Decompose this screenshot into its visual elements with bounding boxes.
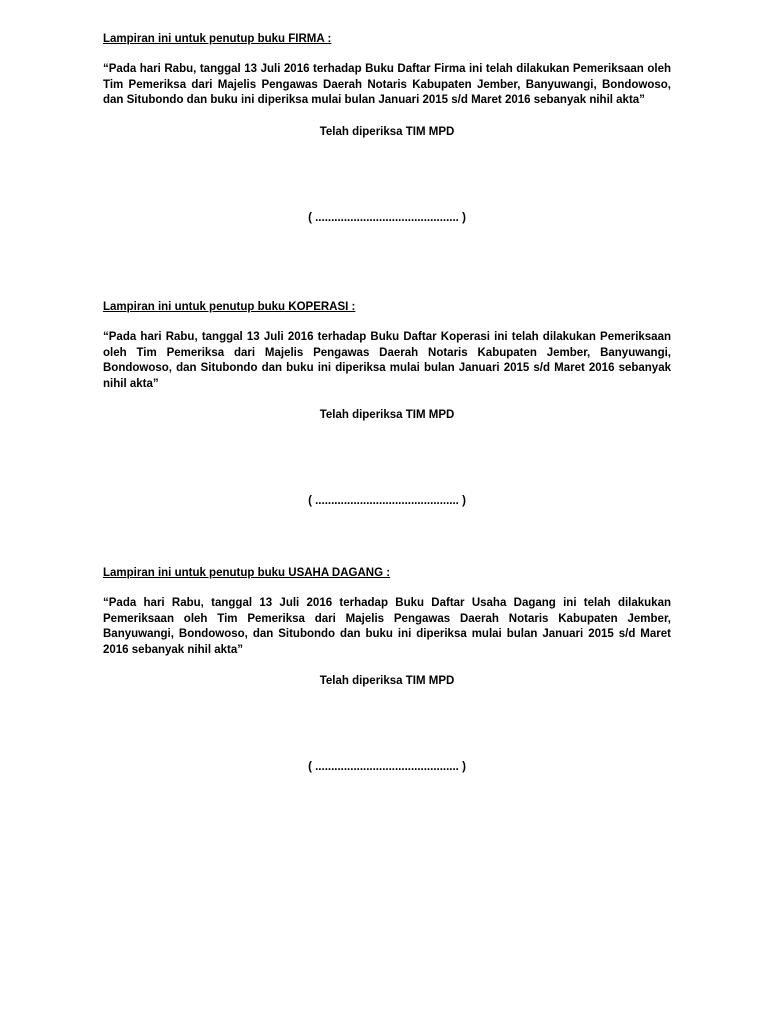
- section-heading: Lampiran ini untuk penutup buku USAHA DAGANG :: [103, 567, 391, 579]
- section-koperasi: [103, 300, 671, 509]
- signature-line: ( ............................................. ): [308, 761, 466, 773]
- signature-line: ( ............................................. ): [308, 211, 466, 224]
- section-heading: Lampiran ini untuk penutup buku KOPERASI :: [103, 301, 356, 313]
- section-statement: “Pada hari Rabu, tanggal 13 Juli 2016 terhadap Buku Daftar Usaha Dagang ini telah dilakukan Pemeriksaan oleh Tim Pemeriksa dari Majelis Pengawas Daerah Notaris Kabupaten Jember, Banyuwangi, Bondowoso, dan Situbondo dan buku ini diperiksa mulai bulan Januari 2015 s/d Maret 2016 sebanyak nihil akta”: [103, 597, 671, 656]
- section-heading: Lampiran ini untuk penutup buku FIRMA :: [103, 33, 332, 45]
- checked-by-label: Telah diperiksa TIM MPD: [319, 675, 455, 687]
- checked-by-label: Telah diperiksa TIM MPD: [319, 409, 455, 421]
- section-statement: “Pada hari Rabu, tanggal 13 Juli 2016 terhadap Buku Daftar Firma ini telah dilakukan Pemeriksaan oleh Tim Pemeriksa dari Majelis Pengawas Daerah Notaris Kabupaten Jember, Banyuwangi, Bondowoso, dan Situbondo dan buku ini diperiksa mulai bulan Januari 2015 s/d Maret 2016 sebanyak nihil akta”: [103, 63, 671, 106]
- section-firma: [103, 32, 671, 226]
- checked-by-label: Telah diperiksa TIM MPD: [319, 125, 455, 138]
- signature-line: ( ............................................. ): [308, 495, 466, 507]
- section-usaha-dagang: [103, 566, 671, 775]
- section-statement: “Pada hari Rabu, tanggal 13 Juli 2016 terhadap Buku Daftar Koperasi ini telah dilakukan Pemeriksaan oleh Tim Pemeriksa dari Majelis Pengawas Daerah Notaris Kabupaten Jember, Banyuwangi, Bondowoso, dan Situbondo dan buku ini diperiksa mulai bulan Januari 2015 s/d Maret 2016 sebanyak nihil akta”: [103, 331, 671, 390]
